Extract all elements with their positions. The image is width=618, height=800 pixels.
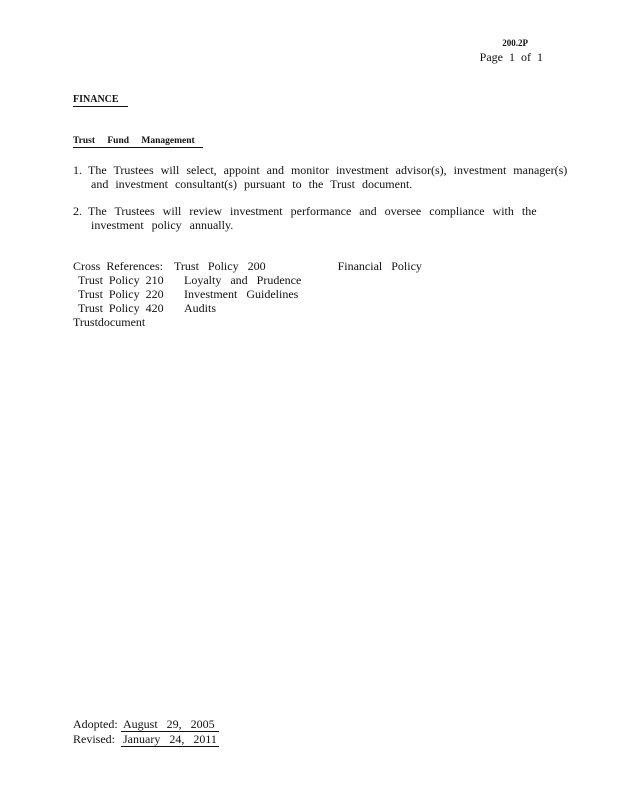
item-number: 2. — [73, 204, 82, 218]
cross-reference-title: Loyalty and Prudence — [184, 273, 302, 287]
item-text-line-1: The Trustees will review investment performance and oversee compliance with the — [88, 204, 537, 218]
item-number: 1. — [73, 163, 82, 177]
item-text-line-2: investment policy annually. — [91, 218, 234, 232]
item-text-line-1: The Trustees will select, appoint and monitor investment advisor(s), investment manager(s) — [88, 163, 568, 177]
policy-title: Trust Fund Management — [73, 136, 203, 148]
cross-reference-title: Audits — [184, 301, 217, 315]
footer-dates — [73, 717, 219, 747]
cross-references-label: Cross References: — [73, 259, 163, 273]
cross-references — [73, 259, 422, 329]
cross-reference-row — [73, 301, 422, 315]
trust-document-reference: Trustdocument — [73, 315, 146, 329]
adopted-label: Adopted: — [73, 717, 118, 731]
cross-reference-policy: Trust Policy 420 — [78, 301, 164, 315]
policy-item-2 — [73, 204, 537, 232]
cross-reference-title: Investment Guidelines — [184, 287, 299, 301]
policy-item-1 — [73, 163, 567, 191]
revised-label: Revised: — [73, 732, 115, 746]
revised-date: January 24, 2011 — [121, 732, 219, 747]
cross-reference-row — [73, 273, 422, 287]
cross-reference-row — [73, 287, 422, 301]
page-indicator: Page 1 of 1 — [479, 50, 543, 64]
cross-reference-title: Financial Policy — [337, 259, 422, 273]
item-text-line-2: and investment consultant(s) pursuant to the Trust document. — [91, 177, 413, 191]
cross-reference-policy: Trust Policy 200 — [174, 259, 266, 273]
cross-reference-policy: Trust Policy 220 — [78, 287, 164, 301]
cross-reference-row — [174, 259, 422, 273]
section-heading: FINANCE — [73, 94, 128, 107]
cross-reference-policy: Trust Policy 210 — [78, 273, 164, 287]
adopted-date: August 29, 2005 — [121, 717, 219, 732]
document-number: 200.2P — [502, 38, 528, 48]
